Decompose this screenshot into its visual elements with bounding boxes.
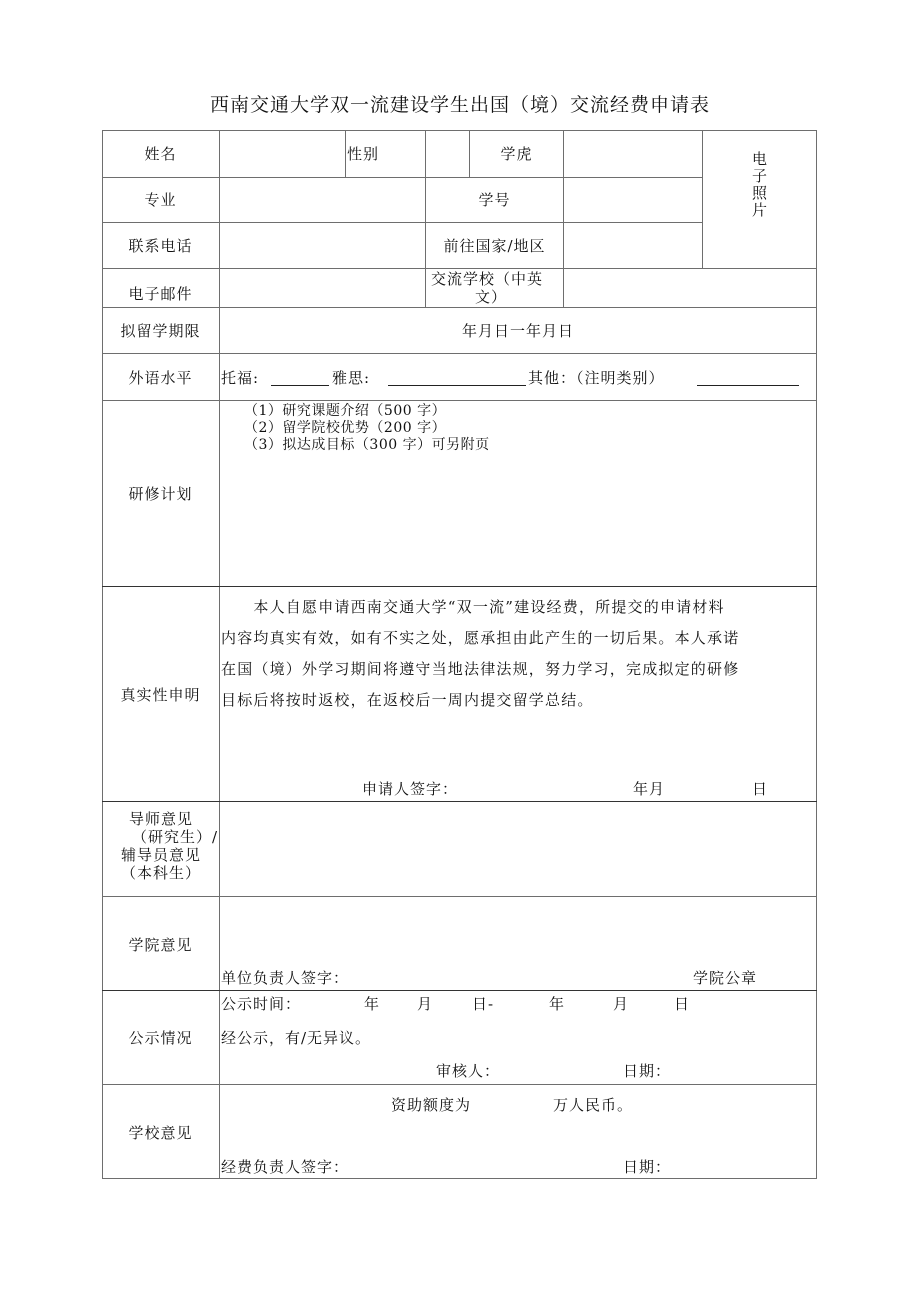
- ielts-label: 雅思:: [332, 369, 371, 387]
- photo-label-char: 片: [751, 201, 767, 219]
- publicity-result-text: 经公示，有/无异议。: [221, 1029, 372, 1047]
- advisor-label-line: （研究生）/: [131, 828, 218, 846]
- name-field[interactable]: [220, 131, 345, 177]
- toefl-label: 托福:: [221, 369, 260, 387]
- publicity-start-day: 日-: [472, 995, 495, 1013]
- photo-box[interactable]: [703, 131, 816, 268]
- finance-head-signature-label: 经费负责人签字：: [221, 1158, 350, 1176]
- applicant-date-year-month: 年月: [633, 780, 666, 798]
- student-label: 学虎: [500, 145, 533, 163]
- authenticity-declaration-label: 真实性申明: [120, 686, 201, 704]
- college-opinion-field[interactable]: [220, 897, 816, 963]
- destination-label: 前往国家/地区: [443, 237, 546, 255]
- publicity-end-day: 日: [674, 995, 691, 1013]
- toefl-score-blank[interactable]: [271, 385, 329, 386]
- email-field[interactable]: [220, 269, 425, 307]
- publicity-label: 公示情况: [128, 1029, 193, 1047]
- divider: [345, 130, 346, 177]
- publicity-start-year: 年: [364, 995, 381, 1013]
- study-plan-field[interactable]: [220, 455, 816, 585]
- divider: [102, 990, 817, 991]
- form-title: 西南交通大学双一流建设学生出国（境）交流经费申请表: [209, 94, 710, 116]
- photo-label-char: 电: [751, 150, 767, 168]
- college-opinion-label: 学院意见: [128, 936, 193, 954]
- table-border-right: [816, 130, 817, 1179]
- divider: [102, 307, 817, 308]
- language-level-label: 外语水平: [128, 369, 193, 387]
- reviewer-label: 审核人：: [436, 1062, 501, 1080]
- applicant-signature-label: 申请人签字：: [362, 780, 459, 798]
- exchange-school-label-line1: 交流学校（中英: [431, 270, 544, 288]
- college-seal-label: 学院公章: [693, 969, 758, 987]
- applicant-signature-field[interactable]: [460, 775, 620, 799]
- unit-head-signature-label: 单位负责人签字：: [221, 969, 350, 987]
- publicity-end-month: 月: [613, 995, 630, 1013]
- study-plan-item: （1）研究课题介绍（500 字）: [244, 403, 447, 419]
- major-field[interactable]: [220, 178, 425, 222]
- advisor-label-line: 导师意见: [128, 810, 193, 828]
- study-plan-label: 研修计划: [128, 485, 193, 503]
- other-language-blank[interactable]: [697, 385, 799, 386]
- publicity-time-label: 公示时间：: [221, 995, 302, 1013]
- photo-label-char: 照: [751, 184, 767, 202]
- study-plan-item: （2）留学院校优势（200 字）: [244, 420, 447, 436]
- declaration-line: 内容均真实有效，如有不实之处，愿承担由此产生的一切后果。本人承诺: [221, 629, 740, 647]
- applicant-date-day: 日: [752, 780, 769, 798]
- divider: [102, 353, 817, 354]
- school-date-label: 日期：: [623, 1158, 672, 1176]
- name-label: 姓名: [144, 145, 177, 163]
- declaration-text: [221, 592, 815, 716]
- student-field[interactable]: [564, 131, 702, 177]
- divider: [102, 1084, 817, 1085]
- other-language-label: 其他：（注明类别）: [528, 369, 665, 387]
- student-id-label: 学号: [478, 191, 511, 209]
- divider: [102, 586, 817, 587]
- divider: [102, 400, 817, 401]
- major-label: 专业: [144, 191, 177, 209]
- exchange-school-label-line2: 文）: [475, 288, 508, 306]
- gender-label: 性别: [347, 145, 380, 163]
- publicity-date-label: 日期：: [623, 1062, 672, 1080]
- declaration-line: 在国（境）外学习期间将遵守当地法律法规，努力学习，完成拟定的研修: [221, 660, 740, 678]
- student-id-field[interactable]: [564, 178, 702, 222]
- gender-field[interactable]: [426, 131, 469, 177]
- table-border-bottom: [102, 1178, 817, 1179]
- study-plan-item: （3）拟达成目标（300 字）可另附页: [244, 437, 490, 453]
- photo-label-char: 子: [751, 167, 767, 185]
- declaration-line: 目标后将按时返校，在返校后一周内提交留学总结。: [221, 691, 594, 709]
- advisor-opinion-field[interactable]: [220, 802, 816, 896]
- advisor-label-line: （本科生）: [120, 864, 201, 882]
- study-plan-instructions: [244, 403, 490, 454]
- phone-field[interactable]: [220, 223, 425, 268]
- phone-label: 联系电话: [128, 237, 193, 255]
- funding-amount-prefix: 资助额度为: [391, 1096, 472, 1114]
- funding-amount-field[interactable]: [485, 1092, 551, 1116]
- declaration-line: 本人自愿申请西南交通大学“双一流”建设经费，所提交的申请材料: [221, 598, 725, 616]
- school-opinion-label: 学校意见: [128, 1124, 193, 1142]
- ielts-score-blank[interactable]: [388, 385, 526, 386]
- publicity-end-year: 年: [549, 995, 566, 1013]
- destination-field[interactable]: [564, 223, 702, 268]
- exchange-school-field[interactable]: [564, 269, 816, 307]
- publicity-start-month: 月: [417, 995, 434, 1013]
- study-period-field[interactable]: 年月日一年月日: [461, 322, 574, 340]
- advisor-label-line: 辅导员意见: [120, 846, 201, 864]
- advisor-opinion-label: [102, 810, 220, 882]
- study-period-label: 拟留学期限: [120, 322, 201, 340]
- email-label: 电子邮件: [128, 285, 193, 303]
- funding-amount-suffix: 万人民币。: [553, 1096, 634, 1114]
